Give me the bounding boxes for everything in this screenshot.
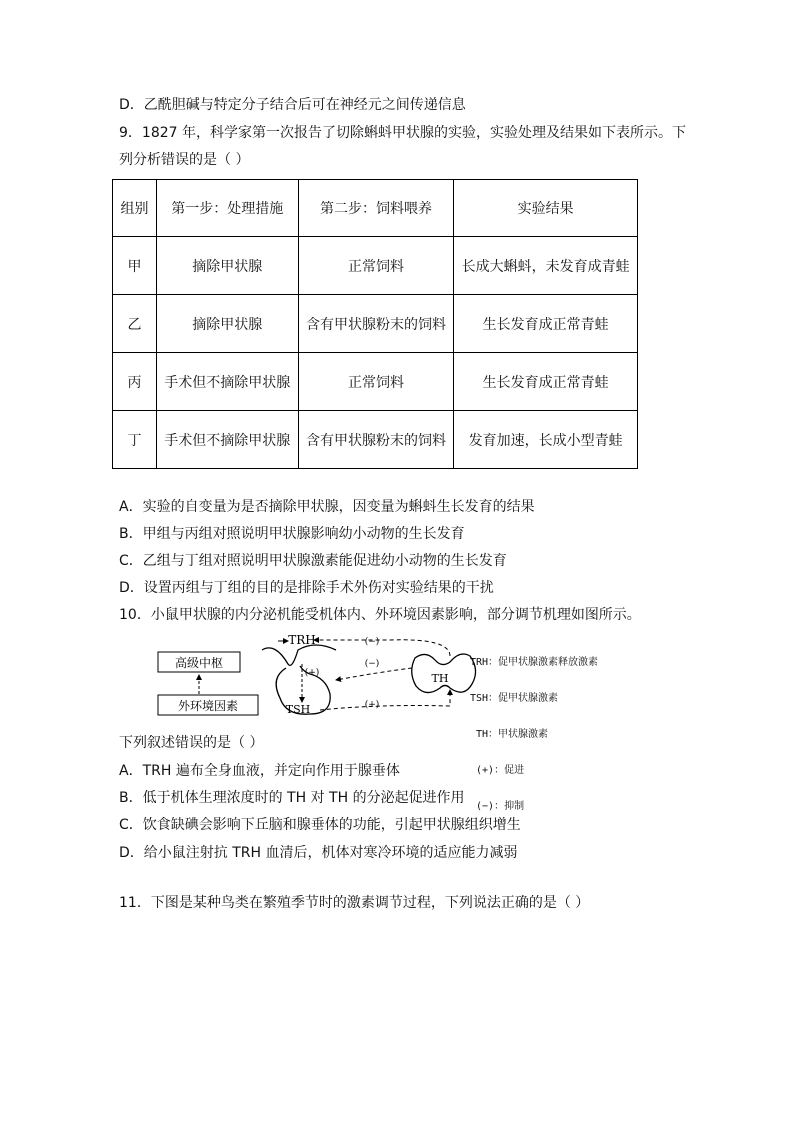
cell-step2: 正常饲料 — [298, 237, 454, 295]
cell-step2: 含有甲状腺粉末的饲料 — [298, 295, 454, 353]
q9-option-b: B．甲组与丙组对照说明甲状腺影响幼小动物的生长发育 — [119, 526, 465, 542]
q10-option-a: A．TRH 遍布全身血液，并定向作用于腺垂体 — [119, 763, 400, 779]
q10-option-d: D．给小鼠注射抗 TRH 血清后，机体对寒冷环境的适应能力减弱 — [119, 845, 518, 861]
q10-option-b: B．低于机体生理浓度时的 TH 对 TH 的分泌起促进作用 — [119, 790, 465, 806]
legend-trh: TRH：促甲状腺激素释放激素 — [470, 657, 599, 668]
environment-box — [158, 695, 258, 715]
cell-result: 生长发育成正常青蛙 — [454, 353, 638, 411]
legend-tsh: TSH：促甲状腺激素 — [470, 693, 559, 704]
legend-promote: (+)：促进 — [470, 765, 525, 776]
cell-result: 生长发育成正常青蛙 — [454, 295, 638, 353]
cell-result: 发育加速，长成小型青蛙 — [454, 411, 638, 469]
q9-option-c: C．乙组与丁组对照说明甲状腺激素能促进幼小动物的生长发育 — [119, 553, 507, 569]
plus-sign-trh: (+) — [304, 668, 320, 678]
q9-stem-line2: 列分析错误的是（ ） — [119, 152, 250, 168]
q10-prompt: 下列叙述错误的是（ ） — [119, 735, 264, 751]
cell-group: 丁 — [113, 411, 157, 469]
cell-step1: 摘除甲状腺 — [156, 295, 298, 353]
plus-sign-tsh: (+) — [364, 700, 380, 710]
q11-stem: 11．下图是某种鸟类在繁殖季节时的激素调节过程，下列说法正确的是（ ） — [119, 895, 590, 911]
table-row — [113, 411, 638, 469]
cell-group: 甲 — [113, 237, 157, 295]
header-step2: 第二步：饲料喂养 — [298, 180, 454, 237]
higher-center-label: 高级中枢 — [174, 656, 224, 670]
legend-th: TH：甲状腺激素 — [470, 729, 549, 740]
q10-stem: 10．小鼠甲状腺的内分泌机能受机体内、外环境因素影响，部分调节机理如图所示。 — [119, 607, 641, 623]
q9-option-d: D．设置丙组与丁组的目的是排除手术外伤对实验结果的干扰 — [119, 580, 494, 596]
environment-label: 外环境因素 — [177, 699, 239, 713]
cell-result: 长成大蝌蚪，未发育成青蛙 — [454, 237, 638, 295]
table-header-row — [113, 180, 638, 237]
tsh-label: TSH — [285, 703, 311, 716]
th-to-pituitary-arrow — [336, 668, 412, 680]
cell-step2: 正常饲料 — [298, 353, 454, 411]
trh-label: TRH — [288, 633, 316, 647]
q10-option-c: C．饮食缺碘会影响下丘脑和腺垂体的功能，引起甲状腺组织增生 — [119, 817, 521, 833]
table-row — [113, 295, 638, 353]
diagram-legend — [470, 633, 598, 825]
minus-sign-top: (−) — [364, 637, 380, 647]
th-label: TH — [431, 672, 449, 685]
hypothalamus-shape — [262, 645, 336, 665]
legend-inhibit: (−)：抑制 — [470, 801, 525, 812]
cell-step2: 含有甲状腺粉末的饲料 — [298, 411, 454, 469]
minus-sign-mid: (−) — [364, 659, 380, 669]
table-row — [113, 353, 638, 411]
header-result: 实验结果 — [454, 180, 638, 237]
cell-step1: 手术但不摘除甲状腺 — [156, 411, 298, 469]
q9-option-a: A．实验的自变量为是否摘除甲状腺，因变量为蝌蚪生长发育的结果 — [119, 499, 535, 515]
experiment-table — [112, 179, 638, 469]
th-to-hypothalamus-arrow — [314, 640, 450, 656]
cell-step1: 手术但不摘除甲状腺 — [156, 353, 298, 411]
cell-group: 乙 — [113, 295, 157, 353]
q9-stem-line1: 9．1827 年，科学家第一次报告了切除蝌蚪甲状腺的实验，实验处理及结果如下表所示。下 — [119, 125, 686, 141]
table-row — [113, 237, 638, 295]
header-group: 组别 — [113, 180, 157, 237]
higher-center-box — [158, 652, 240, 672]
cell-group: 丙 — [113, 353, 157, 411]
q8-option-d: D．乙酰胆碱与特定分子结合后可在神经元之间传递信息 — [119, 97, 466, 113]
header-step1: 第一步：处理措施 — [156, 180, 298, 237]
cell-step1: 摘除甲状腺 — [156, 237, 298, 295]
